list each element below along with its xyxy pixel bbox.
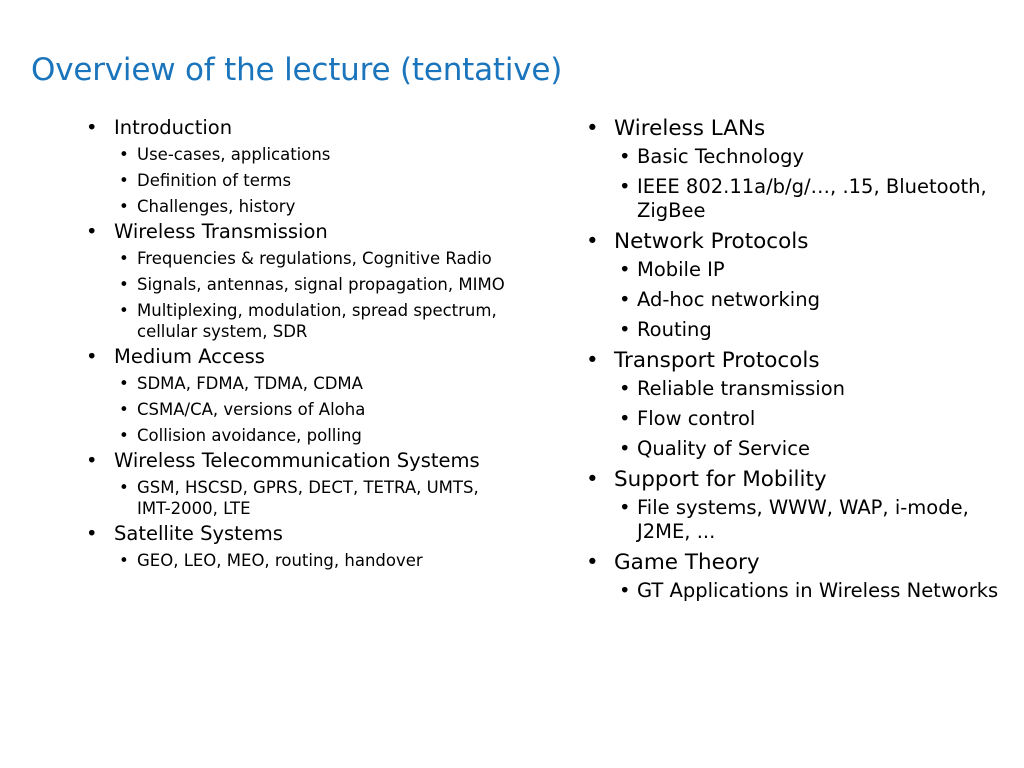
topic-transport-protocols [584, 347, 1004, 461]
left-topic-list [84, 116, 514, 571]
subtopic-item: • SDMA, FDMA, TDMA, CDMA [114, 373, 514, 394]
subtopic-item: • Flow control [614, 407, 1004, 431]
subtopic-item: • Reliable transmission [614, 377, 1004, 401]
topic-label: Wireless Telecommunication Systems [114, 449, 480, 472]
subtopic-list [614, 258, 1004, 342]
topic-wireless-lans [584, 115, 1004, 223]
subtopic-item: • Use-cases, applications [114, 144, 514, 165]
topic-wireless-transmission [84, 220, 514, 342]
topic-label: Wireless LANs [614, 116, 766, 141]
topic-wireless-telecommunication-systems [84, 449, 514, 519]
topic-network-protocols [584, 228, 1004, 342]
topic-medium-access [84, 345, 514, 446]
topic-label: Introduction [114, 116, 233, 139]
subtopic-item: • Routing [614, 318, 1004, 342]
subtopic-list [614, 496, 1004, 544]
subtopic-item: • Definition of terms [114, 170, 514, 191]
subtopic-item: • File systems, WWW, WAP, i-mode, J2ME, ... [614, 496, 1004, 544]
subtopic-item: • IEEE 802.11a/b/g/…, .15, Bluetooth, ZigBee [614, 175, 1004, 223]
subtopic-list [614, 579, 1004, 603]
subtopic-list [114, 550, 514, 571]
subtopic-item: • Multiplexing, modulation, spread spectrum, cellular system, SDR [114, 300, 514, 342]
topic-support-for-mobility [584, 466, 1004, 544]
subtopic-item: • GSM, HSCSD, GPRS, DECT, TETRA, UMTS, IMT-2000, LTE [114, 477, 514, 519]
subtopic-item: • Challenges, history [114, 196, 514, 217]
topic-label: Transport Protocols [614, 348, 820, 373]
subtopic-list [114, 248, 514, 342]
subtopic-item: • Basic Technology [614, 145, 1004, 169]
topic-satellite-systems [84, 522, 514, 571]
subtopic-list [614, 377, 1004, 461]
topic-label: Wireless Transmission [114, 220, 328, 243]
right-topic-list [584, 115, 1004, 603]
topic-label: Satellite Systems [114, 522, 283, 545]
subtopic-list [114, 477, 514, 519]
topic-label: Game Theory [614, 550, 760, 575]
subtopic-item: • Ad-hoc networking [614, 288, 1004, 312]
topic-game-theory [584, 549, 1004, 603]
subtopic-list [614, 145, 1004, 223]
topic-label: Support for Mobility [614, 467, 827, 492]
topic-introduction [84, 116, 514, 217]
left-column [84, 116, 514, 574]
subtopic-item: • Signals, antennas, signal propagation, MIMO [114, 274, 514, 295]
subtopic-item: • Collision avoidance, polling [114, 425, 514, 446]
right-column [584, 115, 1004, 608]
subtopic-item: • Quality of Service [614, 437, 1004, 461]
subtopic-item: • CSMA/CA, versions of Aloha [114, 399, 514, 420]
topic-label: Network Protocols [614, 229, 809, 254]
slide-title: Overview of the lecture (tentative) [31, 52, 563, 88]
subtopic-item: • Mobile IP [614, 258, 1004, 282]
subtopic-item: • GT Applications in Wireless Networks [614, 579, 1004, 603]
subtopic-list [114, 144, 514, 217]
topic-label: Medium Access [114, 345, 265, 368]
subtopic-list [114, 373, 514, 446]
subtopic-item: • GEO, LEO, MEO, routing, handover [114, 550, 514, 571]
subtopic-item: • Frequencies & regulations, Cognitive Radio [114, 248, 514, 269]
